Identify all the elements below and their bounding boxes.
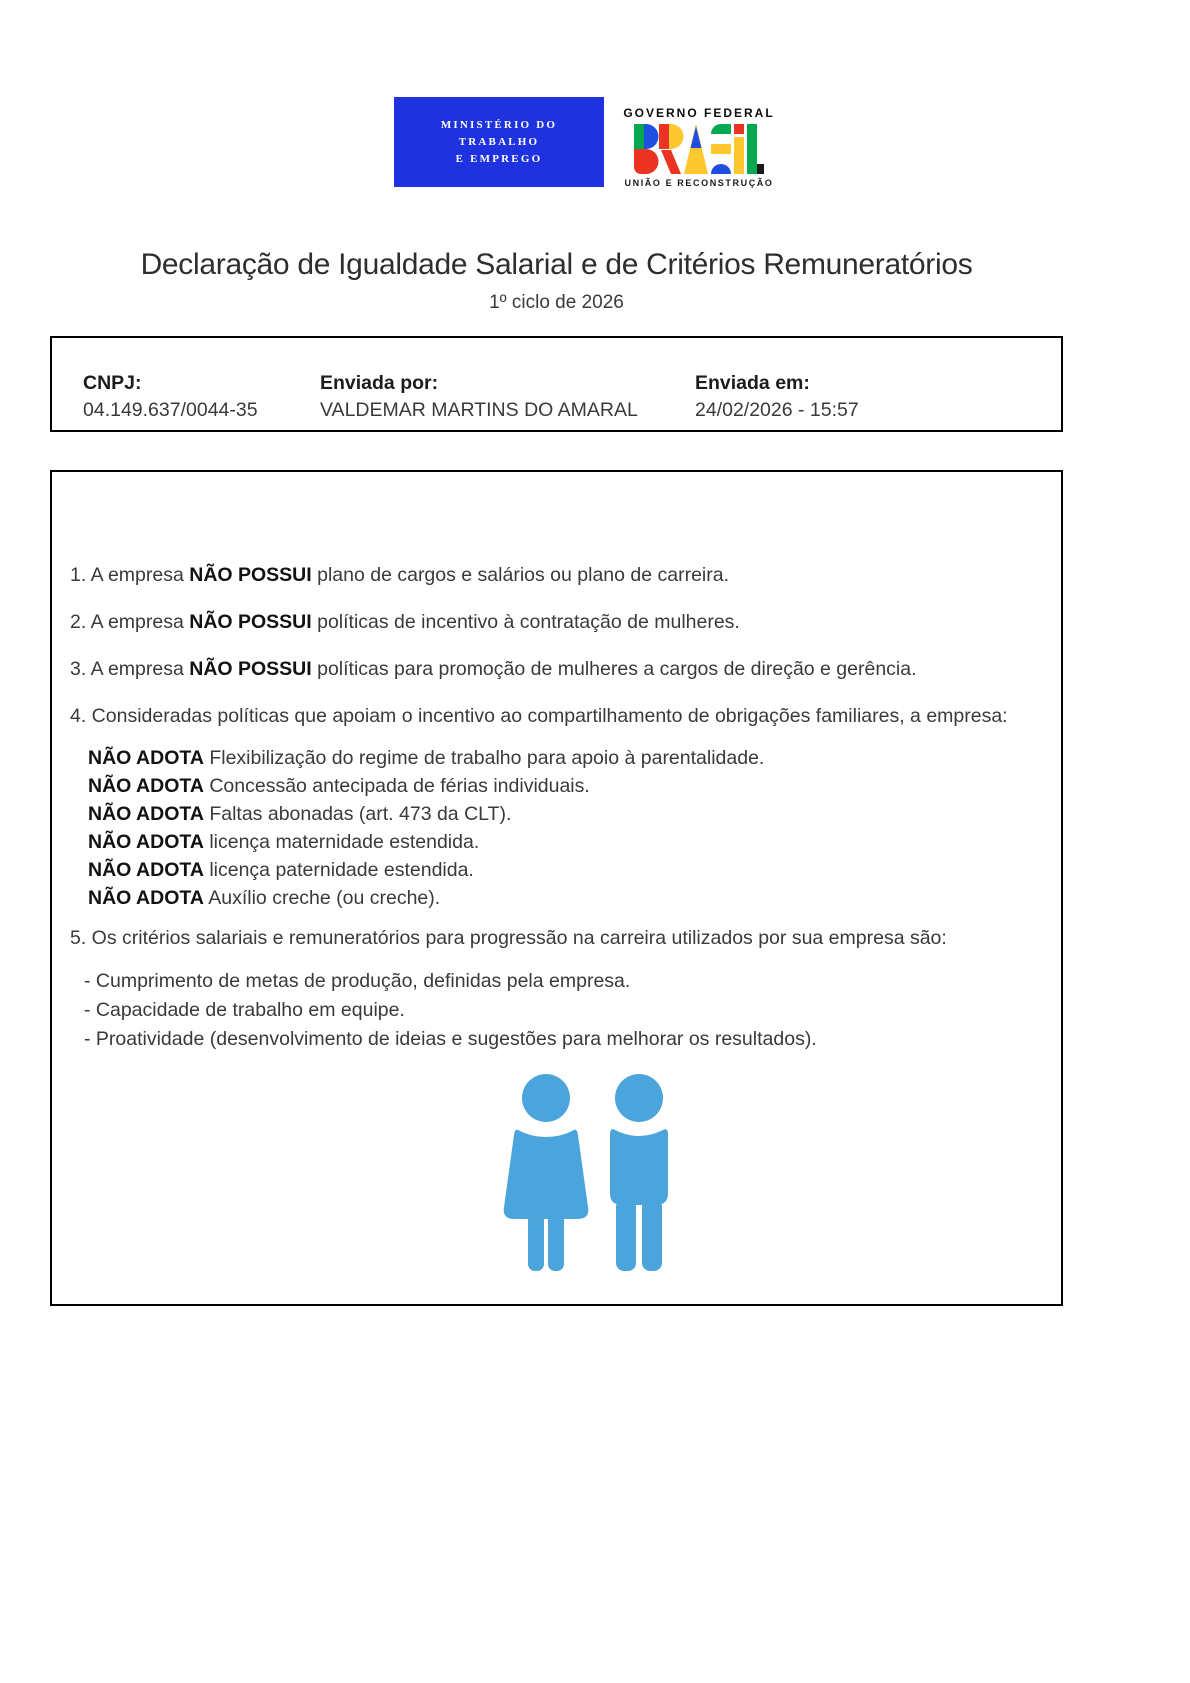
- item-lead: 2. A empresa: [70, 611, 190, 633]
- cnpj-field: [83, 371, 320, 430]
- criteria-list: [70, 967, 1031, 1054]
- gov-federal-label: GOVERNO FEDERAL: [623, 106, 775, 120]
- gov-federal-logo: [623, 106, 775, 188]
- adoption-emphasis: NÃO ADOTA: [88, 803, 204, 825]
- sent-at-label: Enviada em:: [695, 372, 810, 394]
- adoption-item-2: [88, 772, 1031, 800]
- adoption-emphasis: NÃO ADOTA: [88, 831, 204, 853]
- page-title: Declaração de Igualdade Salarial e de Critérios Remuneratórios: [140, 248, 973, 281]
- adoption-tail: licença paternidade estendida.: [203, 859, 474, 881]
- criteria-item-1: - Cumprimento de metas de produção, definidas pela empresa.: [84, 970, 631, 992]
- item-tail: políticas para promoção de mulheres a cargos de direção e gerência.: [311, 658, 917, 680]
- adoption-tail: Concessão antecipada de férias individuais.: [203, 775, 590, 797]
- adoption-emphasis: NÃO ADOTA: [88, 887, 204, 909]
- declaration-box: [50, 470, 1063, 1306]
- adoption-item-6: [88, 884, 1031, 912]
- declaration-item-1: [70, 563, 1031, 587]
- sent-by-field: [320, 371, 695, 430]
- adoption-tail: Auxílio creche (ou creche).: [203, 887, 441, 909]
- sent-at-field: [695, 371, 859, 430]
- item-lead: 1. A empresa: [70, 564, 190, 586]
- declaration-item-5: [70, 926, 1031, 950]
- declaration-item-4: [70, 704, 1031, 728]
- ministry-logo-line2: TRABALHO: [458, 135, 540, 148]
- item-tail: plano de cargos e salários ou plano de carreira.: [311, 564, 730, 586]
- item-emphasis: NÃO POSSUI: [189, 611, 312, 633]
- item-emphasis: NÃO POSSUI: [189, 658, 312, 680]
- gov-slogan-label: UNIÃO E RECONSTRUÇÃO: [624, 178, 774, 188]
- cnpj-label: CNPJ:: [83, 372, 142, 394]
- adoption-item-5: [88, 856, 1031, 884]
- item-lead: 3. A empresa: [70, 658, 190, 680]
- item-lead: 5. Os critérios salariais e remuneratórios para progressão na carreira utilizados por sua empresa são:: [70, 927, 947, 949]
- adoption-item-4: [88, 828, 1031, 856]
- page-subtitle: 1º ciclo de 2026: [489, 292, 624, 313]
- declaration-item-3: [70, 657, 1031, 681]
- criteria-item-2: - Capacidade de trabalho em equipe.: [84, 999, 405, 1021]
- declaration-item-2: [70, 610, 1031, 634]
- sent-by-label: Enviada por:: [320, 372, 439, 394]
- submission-info-box: [50, 336, 1063, 432]
- sent-at-value: 24/02/2026 - 15:57: [695, 399, 859, 421]
- item-tail: políticas de incentivo à contratação de mulheres.: [311, 611, 740, 633]
- adoption-emphasis: NÃO ADOTA: [88, 747, 204, 769]
- brasil-wordmark-icon: [631, 124, 767, 174]
- people-icon: [498, 1073, 688, 1273]
- ministry-logo-line3: E EMPREGO: [455, 152, 543, 165]
- ministry-logo: [394, 97, 604, 187]
- adoption-item-1: [88, 744, 1031, 772]
- adoption-emphasis: NÃO ADOTA: [88, 775, 204, 797]
- ministry-logo-line1: MINISTÉRIO DO: [440, 118, 558, 131]
- adoption-item-3: [88, 800, 1031, 828]
- man-figure-icon: [610, 1074, 668, 1271]
- adoption-tail: Faltas abonadas (art. 473 da CLT).: [203, 803, 512, 825]
- woman-figure-icon: [504, 1074, 589, 1271]
- adoption-tail: Flexibilização do regime de trabalho para apoio à parentalidade.: [203, 747, 765, 769]
- adoption-tail: licença maternidade estendida.: [203, 831, 480, 853]
- cnpj-value: 04.149.637/0044-35: [83, 399, 258, 421]
- item-emphasis: NÃO POSSUI: [189, 564, 312, 586]
- criteria-item-3: - Proatividade (desenvolvimento de ideias e sugestões para melhorar os resultados).: [84, 1028, 817, 1050]
- item-lead: 4. Consideradas políticas que apoiam o incentivo ao compartilhamento de obrigações familiares, a empresa:: [70, 705, 1008, 727]
- adoption-emphasis: NÃO ADOTA: [88, 859, 204, 881]
- adoption-list: [70, 744, 1031, 912]
- sent-by-value: VALDEMAR MARTINS DO AMARAL: [320, 399, 638, 421]
